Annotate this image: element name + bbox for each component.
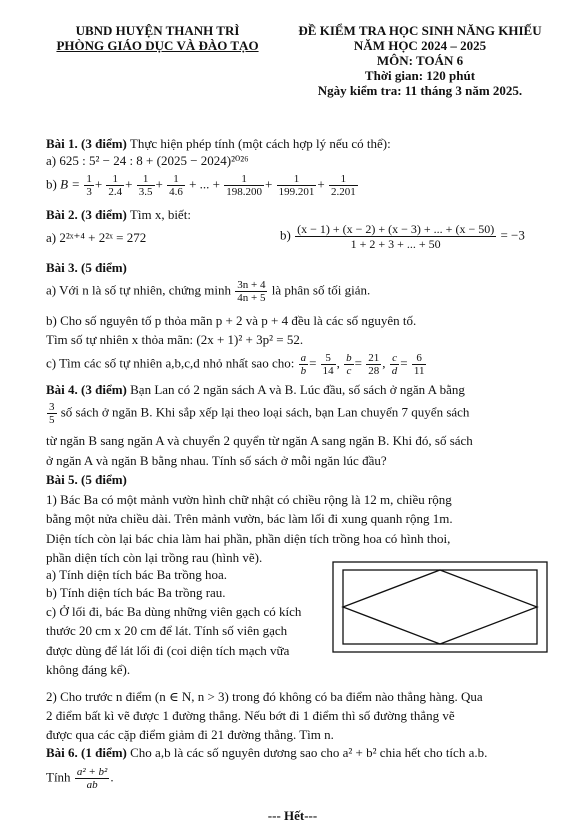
bai5-q-c3: được dùng để lát lối đi (coi diện tích mạch vữa (46, 643, 290, 658)
school-year: NĂM HỌC 2024 – 2025 (353, 38, 487, 53)
bai5-p2-line2: 2 điểm bất kì vẽ được 1 đường thẳng. Nếu bớt đi 1 điểm thì số đường thẳng vẽ (46, 708, 455, 723)
bai2-b (280, 222, 525, 251)
bai3-b-line2: Tìm số tự nhiên x thỏa mãn: (2x + 1)² + 3p² = 52. (46, 332, 304, 347)
bai1-b-label: b) (46, 176, 57, 192)
garden-inner-rect (343, 570, 537, 644)
bai5-p1-line4: phần diện tích còn lại trồng rau (hình vẽ). (46, 550, 263, 565)
bai5-heading (46, 472, 127, 488)
bai5-q-c1: c) Ở lối đi, bác Ba dùng những viên gạch có kích (46, 604, 302, 619)
bai3-title: Bài 3. (5 điểm) (46, 260, 127, 275)
bai4-text2: số sách ở ngăn B. Khi sắp xếp lại theo loại sách, bạn Lan chuyển 7 quyển sách (60, 404, 470, 420)
subject: MÔN: TOÁN 6 (376, 53, 464, 68)
bai3-a (46, 279, 370, 304)
garden-outer-rect (333, 562, 547, 652)
header-right (285, 23, 555, 98)
fraction: $\frac{a}{b}$ (300, 352, 307, 377)
bai5-q-c4: không đáng kể). (46, 662, 131, 677)
ellipsis: + ... + (189, 176, 221, 192)
header-left (40, 23, 275, 53)
fraction: $\frac{1}{4.6}$ (169, 173, 183, 198)
garden-diagram (332, 561, 548, 653)
bai1-a (46, 153, 249, 169)
bai3-c: c) Tìm các số tự nhiên a,b,c,d nhỏ nhất sao cho: $\frac{a}{b}$ = $\frac{5}{14}$ , $\frac{b}{c}$ = $\frac{21}{28}$ , $\frac{c}{d}$ = $\frac{6}{11}$ (46, 352, 425, 377)
fraction: $\frac{6}{11}$ (413, 352, 425, 377)
fraction: $\frac{1}{198.200}$ (226, 173, 263, 198)
bai5-q-b: b) Tính diện tích bác Ba trồng rau. (46, 585, 226, 600)
bai3-b-line1: b) Cho số nguyên tố p thỏa mãn p + 2 và p + 4 đều là các số nguyên tố. (46, 313, 417, 328)
department-name: PHÒNG GIÁO DỤC VÀ ĐÀO TẠO (56, 38, 259, 53)
bai2-b-label: b) (280, 227, 291, 243)
fraction: $\frac{b}{c}$ (346, 352, 352, 377)
duration: Thời gian: 120 phút (364, 68, 476, 83)
bai1-b-lhs: B = (60, 176, 84, 192)
fraction: $\frac{1}{2.201}$ (330, 173, 356, 198)
fraction: $\frac{21}{28}$ (368, 352, 380, 377)
bai2-a (46, 230, 146, 246)
bai5-title: Bài 5. (5 điểm) (46, 472, 127, 487)
bai2-prompt: Tìm x, biết: (129, 207, 191, 222)
end-marker: --- Hết--- (267, 808, 318, 823)
bai4-title: Bài 4. (3 điểm) (46, 382, 127, 397)
bai4-line2 (46, 401, 469, 426)
bai3-heading (46, 260, 127, 276)
bai1-b: b) B = $\frac{1}{3}$ + $\frac{1}{2.4}$ + $\frac{1}{3.5}$ + $\frac{1}{4.6}$ + ... + $\frac{1}{198.200}$ + $\frac{1}{199.201}$ + $\frac{1}{2.201}$ (46, 173, 356, 198)
bai2-a-expression: 2²ˣ⁺⁴ + 2²ˣ = 272 (59, 230, 147, 245)
fraction: $\frac{3n + 4}{4n + 5}$ (237, 279, 266, 304)
bai3-c-text: c) Tìm các số tự nhiên a,b,c,d nhỏ nhất sao cho: (46, 355, 295, 371)
bai2-b-rhs: = −3 (500, 227, 525, 243)
exam-title: ĐỀ KIỂM TRA HỌC SINH NĂNG KHIẾU (298, 23, 542, 38)
fraction: $\frac{5}{14}$ (322, 352, 334, 377)
bai5-p1-line3: Diện tích còn lại bác chia làm hai phần, phần diện tích trồng hoa có hình thoi, (46, 531, 451, 546)
bai3-a-text: a) Với n là số tự nhiên, chứng minh (46, 282, 232, 298)
bai2-a-label: a) (46, 230, 57, 245)
bai5-p2-line1: 2) Cho trước n điểm (n ∈ N, n > 3) trong đó không có ba điểm nào thẳng hàng. Qua (46, 689, 483, 704)
bai4-line4: ở ngăn A và ngăn B bằng nhau. Tính số sách ở mỗi ngăn lúc đầu? (46, 453, 387, 468)
bai6-title: Bài 6. (1 điểm) (46, 745, 127, 760)
bai6-line2: Tính $\frac{\text{a² + b²}}{ab}$ . (46, 766, 114, 791)
bai1-prompt: Thực hiện phép tính (một cách hợp lý nếu có thể): (129, 136, 391, 151)
bai2-heading (46, 207, 191, 223)
bai6-tinh: Tính (46, 769, 71, 785)
bai2-title: Bài 2. (3 điểm) (46, 207, 127, 222)
bai1-heading (46, 136, 391, 152)
bai5-q-a: a) Tính diện tích bác Ba trồng hoa. (46, 567, 227, 582)
district-name: UBND HUYỆN THANH TRÌ (75, 23, 240, 38)
bai1-title: Bài 1. (3 điểm) (46, 136, 127, 151)
bai5-p1-line1: 1) Bác Ba có một mảnh vườn hình chữ nhật có chiều rộng là 12 m, chiều rộng (46, 492, 452, 507)
bai6-text1: Cho a,b là các số nguyên dương sao cho a² + b² chia hết cho tích a.b. (130, 745, 488, 760)
fraction: $\frac{\text{a² + b²}}{ab}$ (76, 766, 108, 791)
fraction: $\frac{1}{199.201}$ (278, 173, 315, 198)
fraction: $\frac{3}{5}$ (49, 401, 55, 426)
bai5-q-c2: thước 20 cm x 20 cm để lát. Tính số viên gạch (46, 623, 288, 638)
fraction: $\frac{(x - 1) + (x - 2) + (x - 3) + ... + (x - 50)}{1 + 2 + 3 + ... + 50}$ (297, 222, 495, 251)
bai1-a-label: a) (46, 153, 57, 168)
fraction: $\frac{1}{3}$ (86, 173, 92, 198)
bai5-p1-line2: bằng một nửa chiều dài. Trên mảnh vườn, bác làm lối đi xung quanh rộng 1m. (46, 511, 453, 526)
flower-rhombus (343, 570, 537, 644)
bai1-a-expression: 625 : 5² − 24 : 8 + (2025 − 2024)²⁰²⁶ (59, 153, 249, 168)
bai6-line1 (46, 745, 487, 761)
bai5-p2-line3: được qua các cặp điểm giảm đi 21 đường thẳng. Tìm n. (46, 727, 334, 742)
bai3-a-tail: là phân số tối giản. (271, 282, 371, 298)
fraction: $\frac{c}{d}$ (391, 352, 398, 377)
bai4-line1 (46, 382, 465, 398)
fraction: $\frac{1}{2.4}$ (108, 173, 123, 198)
bai4-line3: từ ngăn B sang ngăn A và chuyển 2 quyển từ ngăn A sang ngăn B. Khi đó, số sách (46, 433, 473, 448)
bai4-text1: Bạn Lan có 2 ngăn sách A và B. Lúc đầu, số sách ở ngăn A bằng (130, 382, 465, 397)
fraction: $\frac{1}{3.5}$ (138, 173, 153, 198)
exam-date: Ngày kiểm tra: 11 tháng 3 năm 2025. (317, 83, 523, 98)
